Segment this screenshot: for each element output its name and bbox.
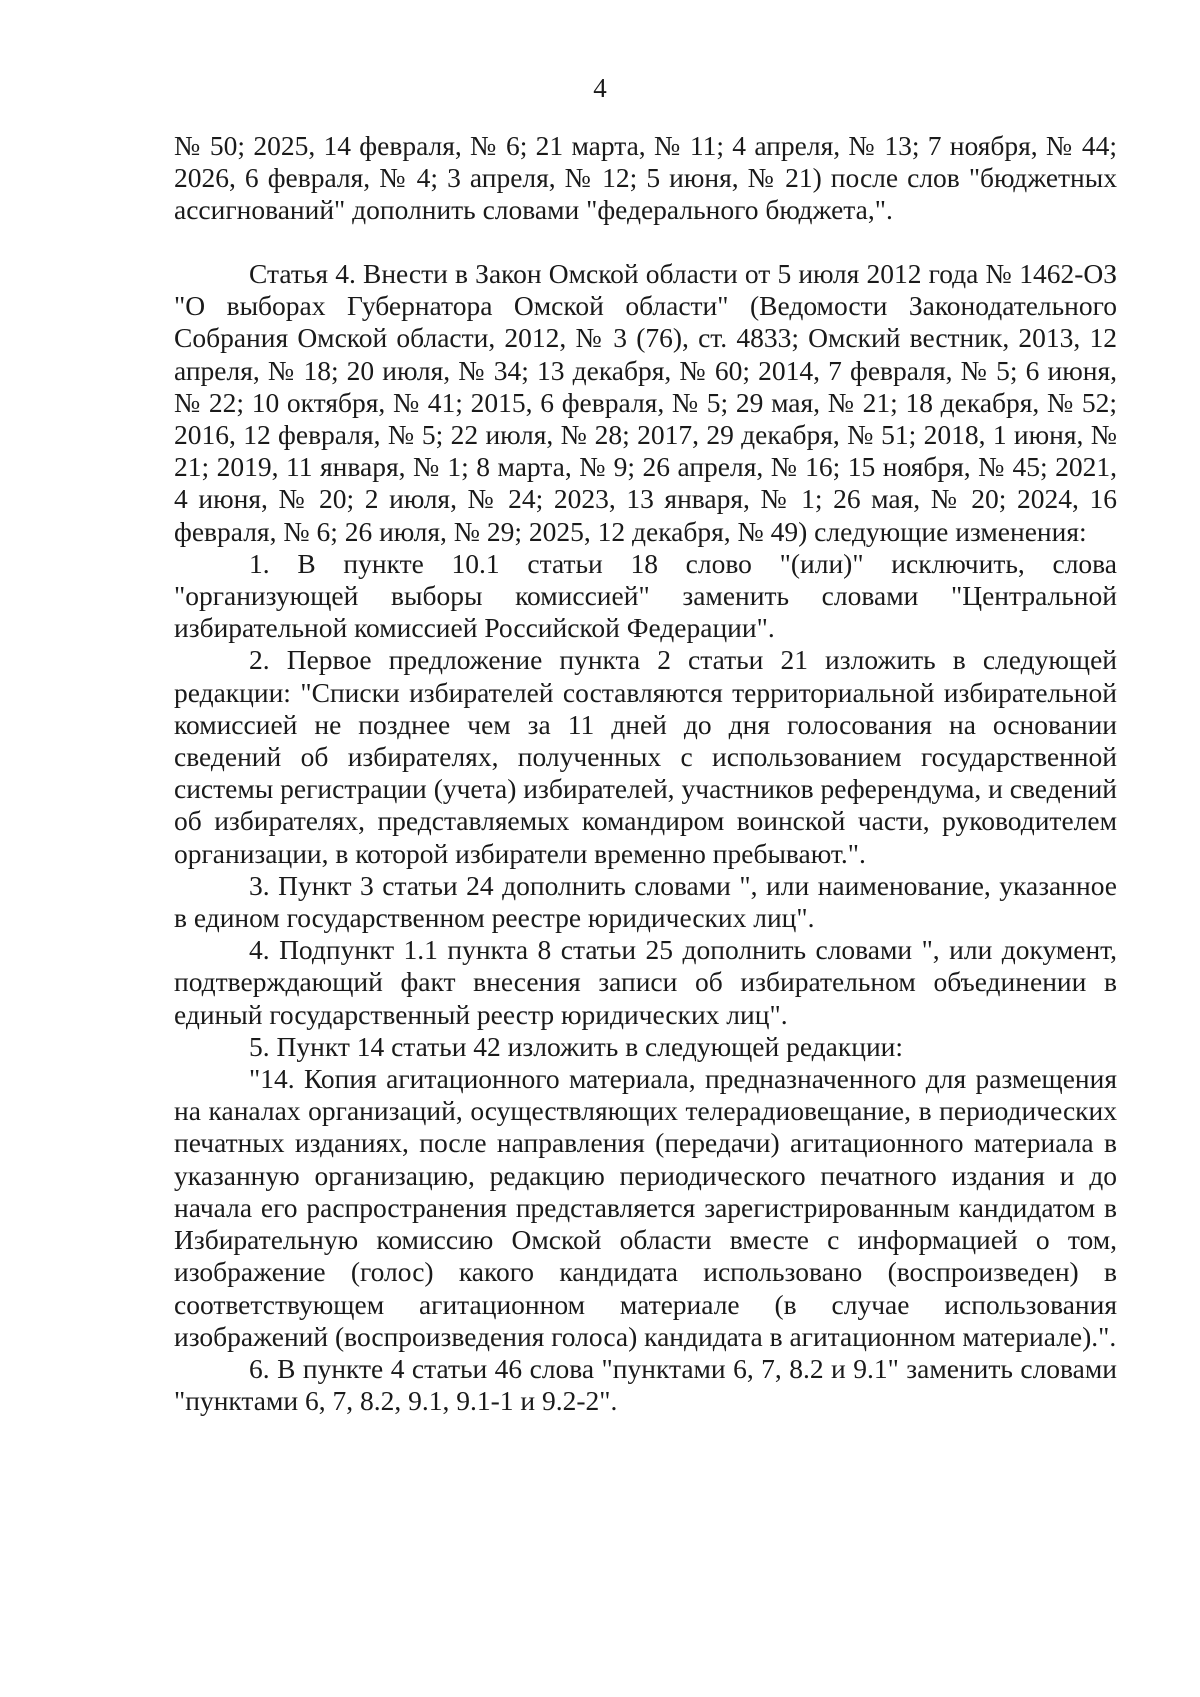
item-6-paragraph: 6. В пункте 4 статьи 46 слова "пунктами 6, 7, 8.2 и 9.1" заменить словами "пунктами 6, 7, 8.2, 9.1, 9.1-1 и 9.2-2". xyxy=(174,1352,1117,1417)
item-2-paragraph: 2. Первое предложение пункта 2 статьи 21 изложить в следующей редакции: "Списки избирателей составляются территориальной избирательной комиссией не позднее чем за 11 дней до дня голосования на основании сведений об избирателях, полученных с использованием государственной системы регистрации (учета) избирателей, участников референдума, и сведений об избирателях, представляемых командиром воинской части, руководителем организации, в которой избиратели временно пребывают.". xyxy=(174,644,1117,869)
item-4-paragraph: 4. Подпункт 1.1 пункта 8 статьи 25 дополнить словами ", или документ, подтверждающий факт внесения записи об избирательном объединении в единый государственный реестр юридических лиц". xyxy=(174,934,1117,1030)
intro-paragraph: № 50; 2025, 14 февраля, № 6; 21 марта, № 11; 4 апреля, № 13; 7 ноября, № 44; 2026, 6 февраля, № 4; 3 апреля, № 12; 5 июня, № 21) после слов "бюджетных ассигнований" дополнить словами "федерального бюджета,". xyxy=(174,130,1117,226)
item-5-quote-paragraph: "14. Копия агитационного материала, предназначенного для размещения на каналах организаций, осуществляющих телерадиовещание, в периодических печатных изданиях, после направления (передачи) агитационного материала в указанную организацию, редакцию периодического печатного издания и до начала его распространения представляется зарегистрированным кандидатом в Избирательную комиссию Омской области вместе с информацией о том, изображение (голос) какого кандидата использовано (воспроизведен) в соответствующем агитационном материале (в случае использования изображений (воспроизведения голоса) кандидата в агитационном материале).". xyxy=(174,1063,1117,1352)
page-number: 4 xyxy=(593,73,607,103)
item-3-paragraph: 3. Пункт 3 статьи 24 дополнить словами ", или наименование, указанное в едином государственном реестре юридических лиц". xyxy=(174,869,1117,934)
item-5-paragraph: 5. Пункт 14 статьи 42 изложить в следующей редакции: xyxy=(249,1030,904,1062)
article-4-paragraph: Статья 4. Внести в Закон Омской области от 5 июля 2012 года № 1462-ОЗ "О выборах Губернатора Омской области" (Ведомости Законодательного Собрания Омской области, 2012, № 3 (76), ст. 4833; Омский вестник, 2013, 12 апреля, № 18; 20 июля, № 34; 13 декабря, № 60; 2014, 7 февраля, № 5; 6 июня, № 22; 10 октября, № 41; 2015, 6 февраля, № 5; 29 мая, № 21; 18 декабря, № 52; 2016, 12 февраля, № 5; 22 июля, № 28; 2017, 29 декабря, № 51; 2018, 1 июня, № 21; 2019, 11 января, № 1; 8 марта, № 9; 26 апреля, № 16; 15 ноября, № 45; 2021, 4 июня, № 20; 2 июля, № 24; 2023, 13 января, № 1; 26 мая, № 20; 2024, 16 февраля, № 6; 26 июля, № 29; 2025, 12 декабря, № 49) следующие изменения: xyxy=(174,258,1117,547)
article-4-block xyxy=(174,258,1117,1417)
item-1-paragraph: 1. В пункте 10.1 статьи 18 слово "(или)" исключить, слова "организующей выборы комиссией" заменить словами "Центральной избирательной комиссией Российской Федерации". xyxy=(174,547,1117,644)
intro-block xyxy=(174,130,1117,227)
